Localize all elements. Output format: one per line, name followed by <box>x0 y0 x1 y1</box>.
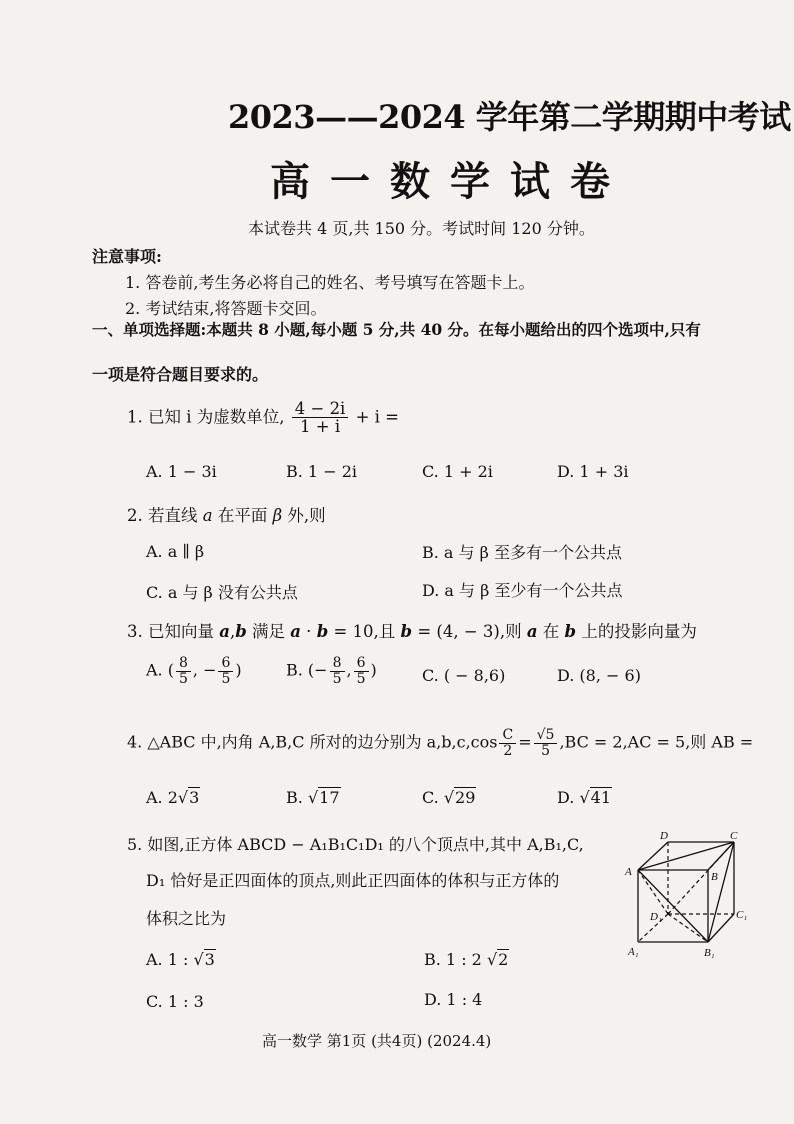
cube-figure <box>620 830 760 960</box>
q3-text: = (4, − 3),则 <box>412 622 527 641</box>
q3-opt-b-mid: , <box>346 660 352 680</box>
radicand: 17 <box>319 788 340 807</box>
vector-b: b <box>564 622 577 641</box>
question-5-line3: 体积之比为 <box>146 909 227 928</box>
q2-var-a: a <box>202 506 213 525</box>
question-5-line2: D₁ 恰好是正四面体的顶点,则此正四面体的体积与正方体的 <box>146 871 560 890</box>
fraction <box>534 728 558 758</box>
option-label: A. 2 <box>146 788 178 807</box>
label-a1: A₁ <box>628 946 639 958</box>
q1-option-b: B. 1 − 2i <box>286 462 357 481</box>
q3-option-a <box>146 656 242 686</box>
label-b: B <box>711 871 718 883</box>
q1-numerator: 4 − 2i <box>292 400 349 418</box>
q3-opt-a-label: A. ( <box>146 660 174 680</box>
q3-opt-a-end: ) <box>235 660 242 680</box>
fraction <box>218 656 233 686</box>
q5-option-b: B. 1 : 2 √2 <box>424 950 509 969</box>
option-label: C. <box>422 788 444 807</box>
option-label: A. 1 : <box>146 950 194 969</box>
q3-opt-b-end: ) <box>370 660 377 680</box>
q3-comma: , <box>229 622 236 641</box>
q1-option-c: C. 1 + 2i <box>422 462 493 481</box>
vector-b: b <box>316 622 329 641</box>
note-item: 2. 考试结束,将答题卡交回。 <box>125 299 327 318</box>
label-d: D <box>660 830 668 842</box>
q2-option-d: D. a 与 β 至少有一个公共点 <box>422 581 623 600</box>
question-2 <box>127 502 326 526</box>
numerator: 6 <box>218 656 233 672</box>
q1-suffix: + i = <box>355 407 400 427</box>
radicand: 2 <box>498 950 509 969</box>
q1-option-a: A. 1 − 3i <box>146 462 217 481</box>
q3-opt-a-mid: , − <box>192 660 217 680</box>
q2-option-a: A. a ∥ β <box>146 542 205 561</box>
q4-text: 4. △ABC 中,内角 A,B,C 所对的边分别为 a,b,c,cos <box>127 732 498 752</box>
radicand: 3 <box>189 788 200 807</box>
radicand: 29 <box>455 788 476 807</box>
exam-title: 2023——2024 学年第二学期期中考试 <box>228 98 791 136</box>
question-5-line1: 5. 如图,正方体 ABCD − A₁B₁C₁D₁ 的八个顶点中,其中 A,B₁,C, <box>127 835 584 854</box>
page-footer: 高一数学 第1页 (共4页) (2024.4) <box>262 1032 492 1050</box>
note-item: 1. 答卷前,考生务必将自己的姓名、考号填写在答题卡上。 <box>125 273 535 292</box>
denominator: 5 <box>541 742 550 759</box>
question-3 <box>127 618 697 642</box>
label-b1: B₁ <box>704 947 715 959</box>
numerator: 8 <box>176 656 191 672</box>
question-1 <box>127 400 399 436</box>
q4-text: ,BC = 2,AC = 5,则 AB = <box>559 732 754 752</box>
q3-text: 上的投影向量为 <box>576 622 697 641</box>
q3-option-c: C. ( − 8,6) <box>422 666 506 685</box>
q2-prefix: 2. 若直线 <box>127 506 203 525</box>
q1-denominator: 1 + i <box>300 417 341 437</box>
vector-b: b <box>235 622 247 641</box>
label-c: C <box>730 830 738 842</box>
denominator: 5 <box>332 670 342 687</box>
vector-a: a <box>526 622 538 641</box>
vector-a: a <box>290 622 301 641</box>
label-a: A <box>625 866 632 878</box>
q3-text: 满足 <box>246 622 291 641</box>
q3-option-d: D. (8, − 6) <box>557 666 641 685</box>
vector-a: a <box>219 622 230 641</box>
denominator: 5 <box>221 670 231 687</box>
q3-opt-b-label: B. (− <box>286 660 328 680</box>
denominator: 2 <box>503 742 513 759</box>
q3-option-b <box>286 656 377 686</box>
q2-option-c: C. a 与 β 没有公共点 <box>146 583 298 602</box>
q1-fraction <box>292 400 349 436</box>
option-label: B. 1 : 2 <box>424 950 487 969</box>
exam-info: 本试卷共 4 页,共 150 分。考试时间 120 分钟。 <box>248 219 595 238</box>
q2-mid: 在平面 <box>212 506 273 525</box>
q4-equals: = <box>518 732 532 752</box>
q1-option-d: D. 1 + 3i <box>557 462 629 481</box>
denominator: 5 <box>356 670 366 687</box>
q3-dot: · <box>300 622 317 641</box>
numerator: √5 <box>534 728 558 744</box>
section-heading-cont: 一项是符合题目要求的。 <box>92 365 269 384</box>
label-d1: D₁ <box>650 911 662 923</box>
vector-b: b <box>400 622 413 641</box>
numerator: 6 <box>354 656 369 672</box>
section-heading: 一、单项选择题:本题共 8 小题,每小题 5 分,共 40 分。在每小题给出的四个选项中,只有 <box>92 320 701 339</box>
q4-option-b: B. √17 <box>286 788 340 807</box>
fraction <box>176 656 191 686</box>
denominator: 5 <box>178 670 188 687</box>
q4-option-a: A. 2√3 <box>146 788 200 807</box>
exam-subtitle: 高一数学试卷 <box>270 158 630 205</box>
fraction <box>499 728 516 758</box>
numerator: 8 <box>330 656 345 672</box>
q3-text: = 10,且 <box>328 622 401 641</box>
question-4 <box>127 728 753 758</box>
fraction <box>354 656 369 686</box>
q2-suffix: 外,则 <box>282 506 326 525</box>
q2-var-beta: β <box>272 506 283 525</box>
q5-option-a: A. 1 : √3 <box>146 950 215 969</box>
radicand: 41 <box>590 788 611 807</box>
label-c1: C₁ <box>736 909 748 921</box>
q1-prefix: 1. 已知 i 为虚数单位, <box>127 407 285 427</box>
radicand: 3 <box>204 950 215 969</box>
q2-option-b: B. a 与 β 至多有一个公共点 <box>422 543 622 562</box>
notes-heading: 注意事项: <box>92 247 162 266</box>
q4-option-d: D. √41 <box>557 788 611 807</box>
q3-text: 3. 已知向量 <box>127 622 220 641</box>
fraction <box>330 656 345 686</box>
q5-option-d: D. 1 : 4 <box>424 990 483 1009</box>
q4-option-c: C. √29 <box>422 788 476 807</box>
option-label: D. <box>557 788 580 807</box>
q3-text: 在 <box>537 622 565 641</box>
q5-option-c: C. 1 : 3 <box>146 992 204 1011</box>
numerator: C <box>499 728 516 744</box>
option-label: B. <box>286 788 308 807</box>
